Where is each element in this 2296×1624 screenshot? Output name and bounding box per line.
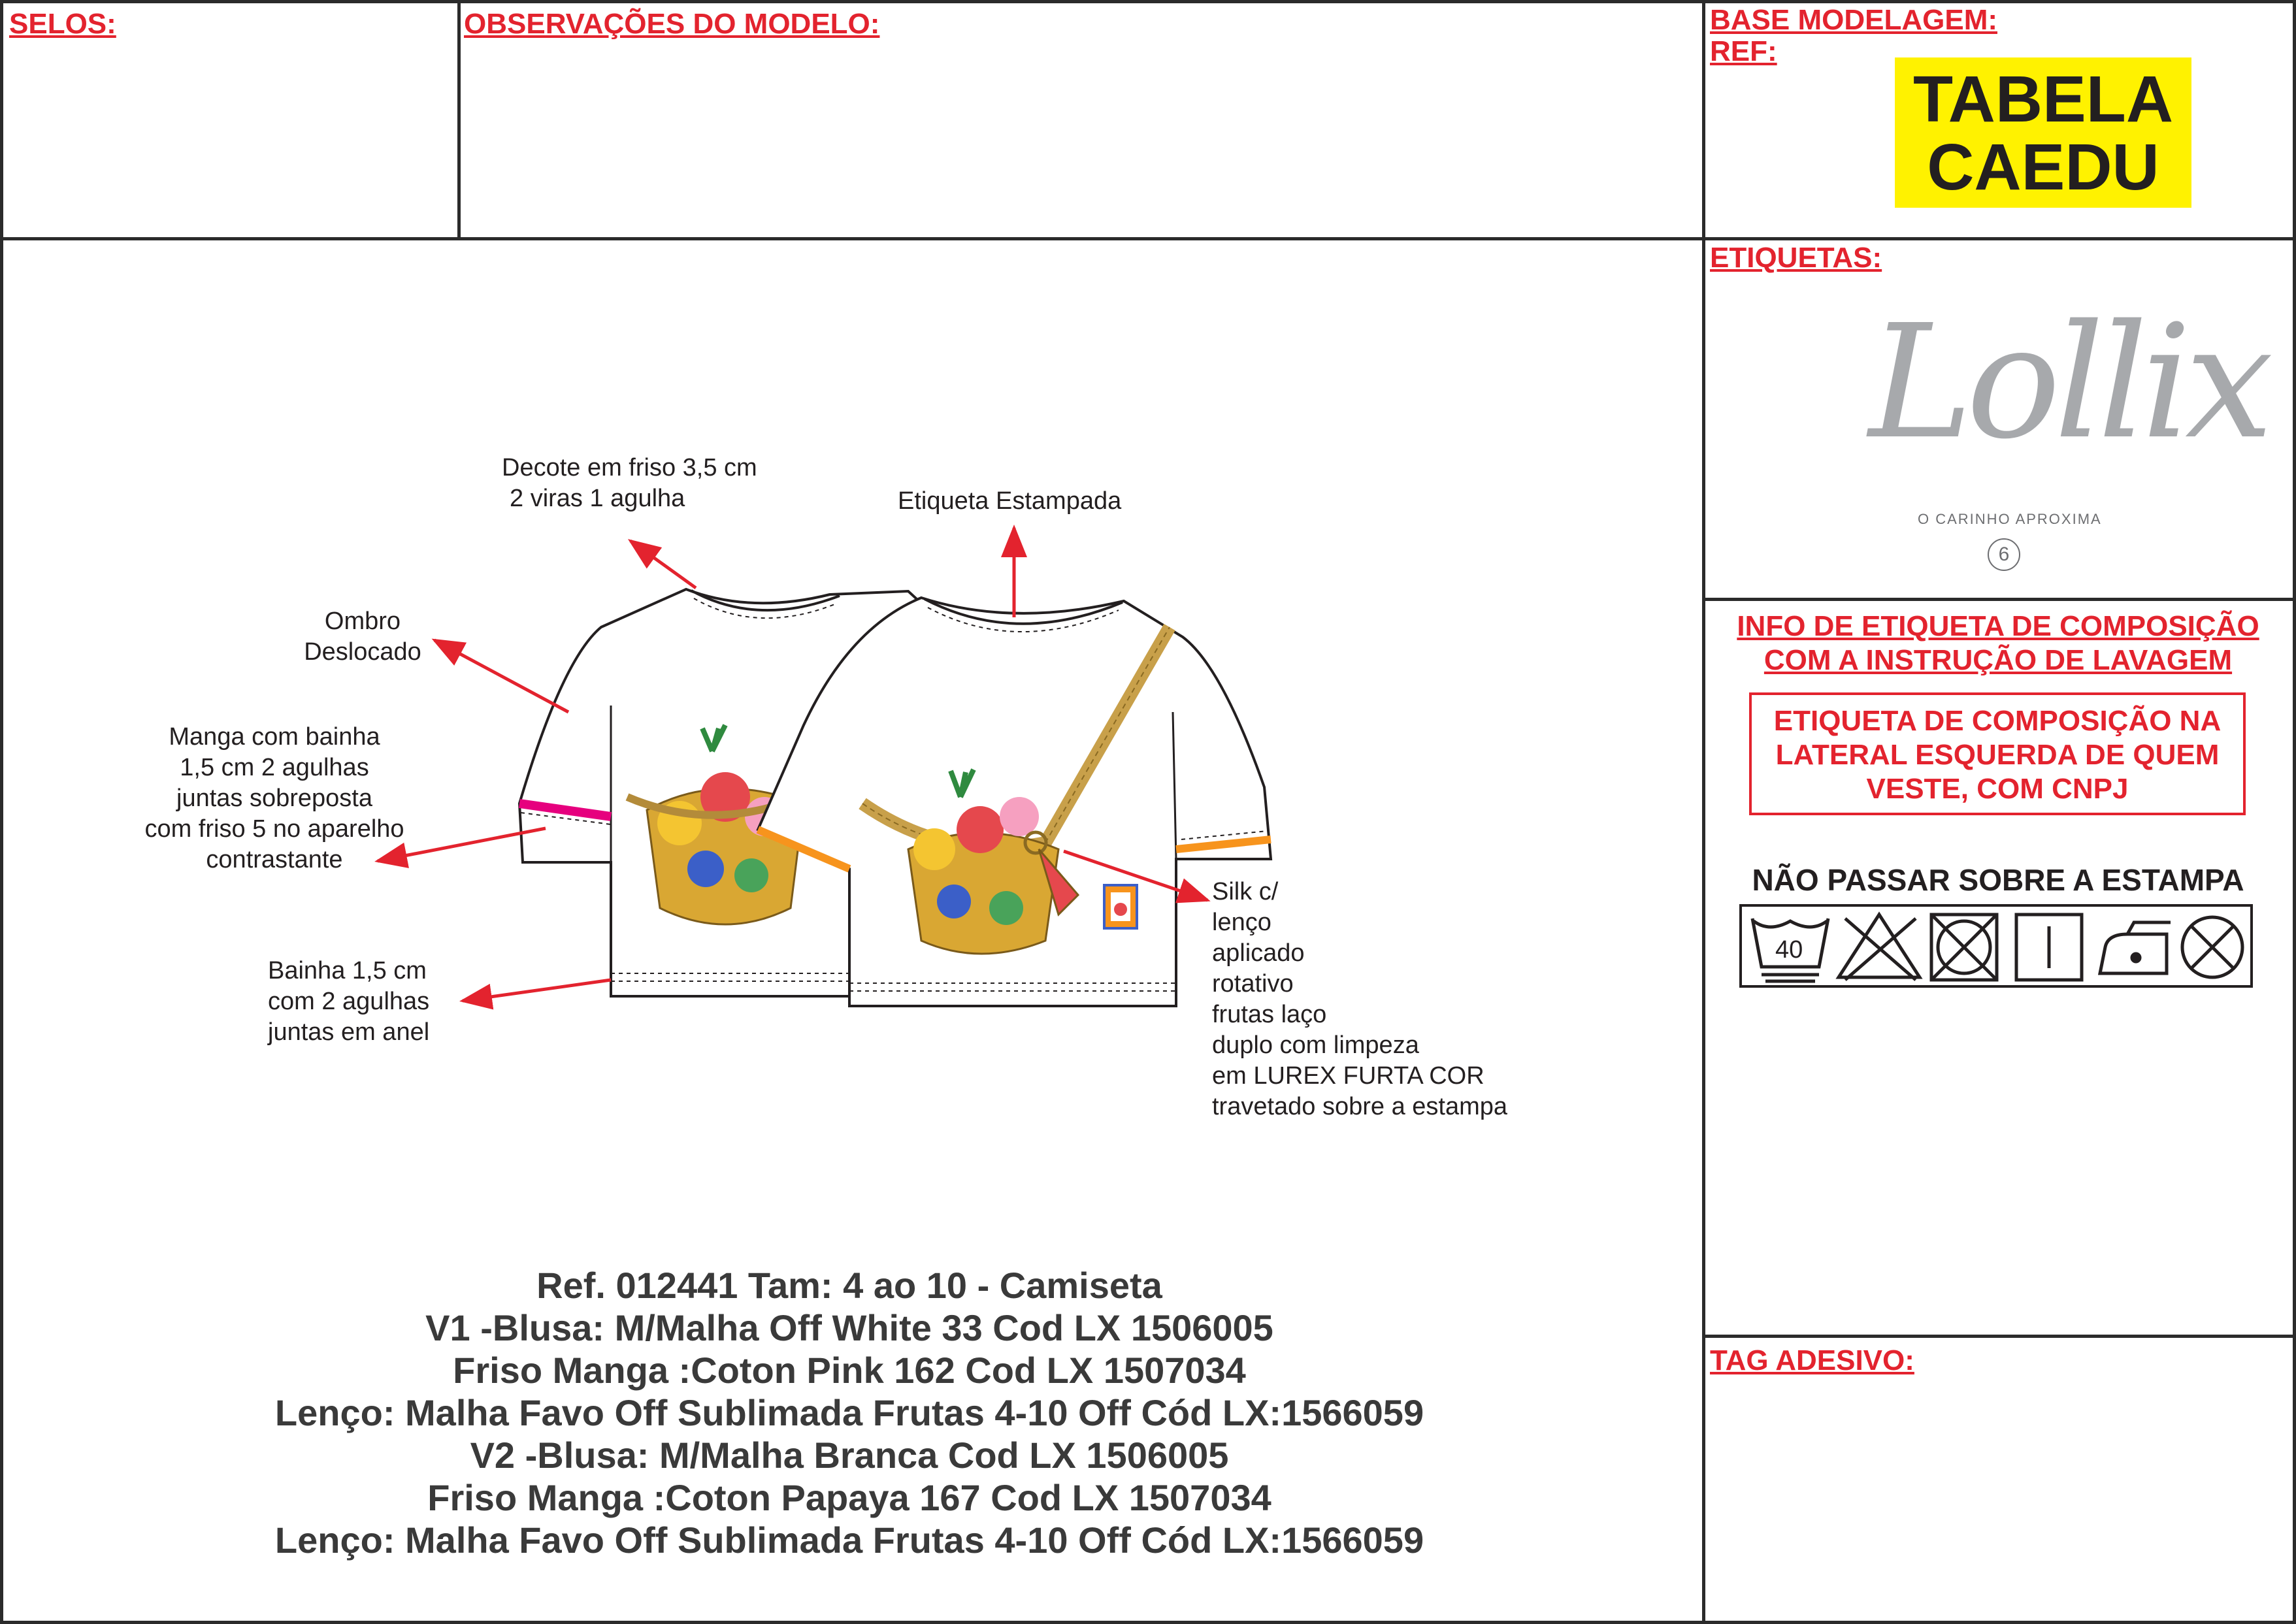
line-dry-icon: [2016, 915, 2082, 980]
spec-line-4: Lenço: Malha Favo Off Sublimada Frutas 4-10 Off Cód LX:1566059: [274, 1392, 1424, 1433]
info-etiqueta-title-2: COM A INSTRUÇÃO DE LAVAGEM: [1763, 644, 2233, 676]
no-dry-clean-icon: [2182, 917, 2242, 977]
spec-line-3: Friso Manga :Coton Pink 162 Cod LX 1507034: [453, 1350, 1246, 1391]
silk-line-4: rotativo: [1212, 970, 1294, 998]
iron-low-icon: [2100, 922, 2171, 973]
selos-label: SELOS:: [9, 8, 116, 40]
logo-size-badge: 6: [1988, 538, 2020, 571]
bainha-line-1: Bainha 1,5 cm: [268, 957, 427, 984]
spec-line-1: Ref. 012441 Tam: 4 ao 10 - Camiseta: [536, 1265, 1162, 1306]
ombro-line-2: Deslocado: [304, 638, 421, 666]
annotation-silk: [1212, 877, 1507, 1122]
manga-line-4: com friso 5 no aparelho: [144, 815, 404, 843]
arrow-ombro: [435, 640, 568, 712]
spec-line-7: Lenço: Malha Favo Off Sublimada Frutas 4-10 Off Cód LX:1566059: [274, 1519, 1424, 1561]
manga-line-1: Manga com bainha: [169, 723, 380, 751]
bainha-line-2: com 2 agulhas: [268, 988, 430, 1015]
etiquetas-label: ETIQUETAS:: [1710, 242, 1882, 274]
logo-tagline: O CARINHO APROXIMA: [1918, 511, 2102, 527]
tabela-line-2: CAEDU: [1927, 131, 2159, 204]
no-tumble-dry-icon: [1931, 915, 1997, 980]
tag-adesivo-label: TAG ADESIVO:: [1710, 1344, 1914, 1376]
silk-line-6: duplo com limpeza: [1212, 1031, 1419, 1059]
no-bleach-icon: [1839, 915, 1920, 980]
spec-line-2: V1 -Blusa: M/Malha Off White 33 Cod LX 1506005: [425, 1307, 1273, 1348]
tabela-line-1: TABELA: [1912, 63, 2174, 136]
info-etiqueta-title-1: INFO DE ETIQUETA DE COMPOSIÇÃO: [1737, 610, 2259, 642]
arrow-decote: [631, 541, 696, 588]
spec-line-6: Friso Manga :Coton Papaya 167 Cod LX 1507034: [427, 1477, 1271, 1518]
manga-line-5: contrastante: [206, 846, 343, 873]
composicao-line-3: VESTE, COM CNPJ: [1866, 773, 2129, 805]
tag-adesivo-box: [1702, 1335, 2296, 1624]
annotation-decote: [502, 453, 757, 514]
bainha-line-3: juntas em anel: [268, 1018, 430, 1046]
silk-line-8: travetado sobre a estampa: [1212, 1093, 1508, 1120]
annotation-manga: [118, 722, 431, 875]
decote-line-2: 2 viras 1 agulha: [510, 485, 685, 512]
silk-line-1: Silk c/: [1212, 878, 1279, 905]
annotation-etiqueta-estampada: Etiqueta Estampada: [898, 487, 1122, 515]
annotation-ombro: [287, 606, 438, 668]
manga-line-3: juntas sobreposta: [176, 785, 372, 812]
tabela-caedu-badge: [1895, 57, 2191, 208]
composicao-line-2: LATERAL ESQUERDA DE QUEM: [1775, 739, 2220, 771]
observacoes-label: OBSERVAÇÕES DO MODELO:: [464, 8, 880, 40]
care-symbols-svg: [1742, 907, 2250, 985]
silk-line-5: frutas laço: [1212, 1001, 1327, 1028]
silk-line-3: aplicado: [1212, 939, 1305, 967]
spec-line-5: V2 -Blusa: M/Malha Branca Cod LX 1506005: [470, 1435, 1229, 1476]
ombro-line-1: Ombro: [324, 608, 401, 635]
wash-40-icon: [1752, 918, 1828, 981]
ref-label: REF:: [1710, 35, 1777, 67]
lollix-logo: Lollix: [1869, 291, 2267, 474]
arrow-bainha: [463, 980, 611, 1001]
nao-passar-label: NÃO PASSAR SOBRE A ESTAMPA: [1752, 863, 2244, 897]
svg-text:40: 40: [1775, 936, 1803, 964]
care-symbols-strip: [1739, 904, 2253, 988]
annotation-bainha: [268, 956, 429, 1048]
silk-line-7: em LUREX FURTA COR: [1212, 1062, 1484, 1090]
composicao-line-1: ETIQUETA DE COMPOSIÇÃO NA: [1773, 705, 2222, 737]
composicao-box: [1749, 692, 2246, 815]
base-modelagem-label: BASE MODELAGEM:: [1710, 4, 1997, 36]
silk-line-2: lenço: [1212, 909, 1271, 936]
manga-line-2: 1,5 cm 2 agulhas: [180, 754, 369, 781]
decote-line-1: Decote em friso 3,5 cm: [502, 454, 757, 481]
printed-label-patch: [1104, 885, 1137, 928]
